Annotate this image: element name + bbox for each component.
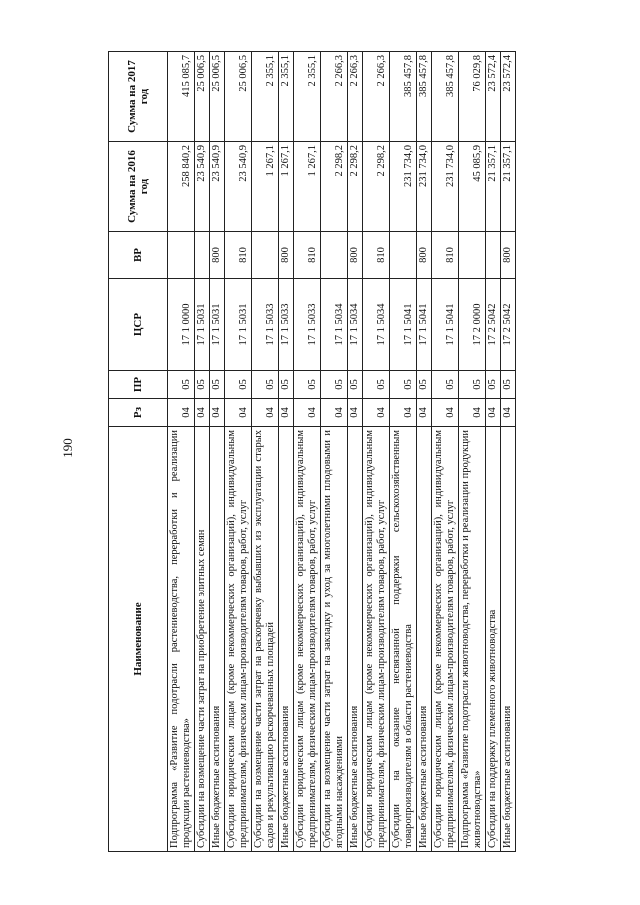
table-header-row [109,52,168,852]
cell-name: Иные бюджетные ассигнования [348,427,363,852]
cell-pr: 05 [363,371,390,399]
cell-pr: 05 [348,371,363,399]
cell-sum-2016: 1 267,1 [279,142,294,232]
cell-pr: 05 [486,371,501,399]
cell-sum-2017: 415 085,7 [168,52,195,142]
table-row [459,52,486,852]
cell-sum-2016: 2 298,2 [363,142,390,232]
table-row [486,52,501,852]
cell-csr: 17 1 0000 [168,279,195,371]
cell-vr [252,232,279,279]
cell-rz: 04 [252,399,279,427]
cell-rz: 04 [195,399,210,427]
cell-sum-2017: 25 006,5 [195,52,210,142]
cell-rz: 04 [210,399,225,427]
cell-csr: 17 1 5034 [348,279,363,371]
cell-csr: 17 1 5031 [195,279,210,371]
table-row [501,52,516,852]
cell-csr: 17 1 5034 [363,279,390,371]
cell-pr: 05 [195,371,210,399]
cell-csr: 17 2 0000 [459,279,486,371]
header-csr: ЦСР [109,279,168,371]
table-row [225,52,252,852]
cell-pr: 05 [321,371,348,399]
cell-rz: 04 [363,399,390,427]
cell-vr [390,232,417,279]
cell-sum-2016: 2 298,2 [348,142,363,232]
cell-csr: 17 1 5031 [225,279,252,371]
table-row [252,52,279,852]
cell-sum-2016: 258 840,2 [168,142,195,232]
table-row [294,52,321,852]
cell-sum-2017: 2 266,3 [363,52,390,142]
table-row [363,52,390,852]
cell-vr: 800 [501,232,516,279]
cell-sum-2016: 1 267,1 [252,142,279,232]
cell-vr: 800 [348,232,363,279]
cell-sum-2016: 23 540,9 [225,142,252,232]
cell-sum-2016: 45 085,9 [459,142,486,232]
table-row [390,52,417,852]
cell-csr: 17 1 5041 [432,279,459,371]
cell-csr: 17 1 5033 [252,279,279,371]
cell-name: Иные бюджетные ассигнования [210,427,225,852]
page-number: 190 [60,438,75,458]
cell-pr: 05 [210,371,225,399]
table-row [168,52,195,852]
cell-vr [459,232,486,279]
cell-sum-2016: 2 298,2 [321,142,348,232]
header-pr: ПР [109,371,168,399]
cell-csr: 17 1 5041 [390,279,417,371]
cell-rz: 04 [486,399,501,427]
header-sum-2016: Сумма на 2016 год [109,142,168,232]
cell-rz: 04 [168,399,195,427]
cell-pr: 05 [252,371,279,399]
header-rz: Рз [109,399,168,427]
table-row [195,52,210,852]
cell-vr [168,232,195,279]
cell-vr: 810 [225,232,252,279]
cell-rz: 04 [501,399,516,427]
cell-rz: 04 [225,399,252,427]
cell-vr [195,232,210,279]
cell-rz: 04 [321,399,348,427]
cell-csr: 17 2 5042 [486,279,501,371]
cell-sum-2017: 385 457,8 [390,52,417,142]
cell-pr: 05 [390,371,417,399]
cell-sum-2017: 2 355,1 [252,52,279,142]
cell-vr: 810 [432,232,459,279]
table-row [321,52,348,852]
cell-name: Субсидии на возмещение части затрат на приобретение элитных семян [195,427,210,852]
cell-name: Иные бюджетные ассигнования [417,427,432,852]
cell-pr: 05 [168,371,195,399]
header-vr: ВР [109,232,168,279]
cell-rz: 04 [390,399,417,427]
cell-rz: 04 [279,399,294,427]
table-row [279,52,294,852]
table-row [432,52,459,852]
cell-rz: 04 [294,399,321,427]
cell-pr: 05 [459,371,486,399]
cell-sum-2017: 25 006,5 [225,52,252,142]
cell-pr: 05 [417,371,432,399]
cell-vr: 800 [417,232,432,279]
cell-sum-2016: 231 734,0 [417,142,432,232]
cell-rz: 04 [417,399,432,427]
cell-name: Субсидии на оказание несвязанной поддержки сельскохозяйственным товаропроизводителям в области растениеводства [390,427,417,852]
cell-sum-2016: 231 734,0 [432,142,459,232]
cell-sum-2016: 23 540,9 [210,142,225,232]
cell-name: Субсидии на возмещение части затрат на раскорчевку выбывших из эксплуатации старых садов и рекультивацию раскорчеванных площадей [252,427,279,852]
cell-name: Подпрограмма «Развитие подотрасли растениеводства, переработки и реализации продукции растениеводства» [168,427,195,852]
cell-rz: 04 [459,399,486,427]
cell-name: Субсидии юридическим лицам (кроме некоммерческих организаций), индивидуальным предпринимателям, физическим лицам-производителям товаров, работ, услуг [432,427,459,852]
cell-sum-2016: 21 357,1 [486,142,501,232]
cell-vr: 810 [294,232,321,279]
cell-sum-2017: 25 006,5 [210,52,225,142]
table-row [348,52,363,852]
cell-pr: 05 [432,371,459,399]
cell-sum-2016: 21 357,1 [501,142,516,232]
cell-sum-2016: 23 540,9 [195,142,210,232]
cell-vr [486,232,501,279]
cell-rz: 04 [432,399,459,427]
cell-csr: 17 1 5041 [417,279,432,371]
cell-name: Подпрограмма «Развитие подотрасли животноводства, переработки и реализации продукции животноводства» [459,427,486,852]
cell-name: Субсидии на возмещение части затрат на закладку и уход за многолетними плодовыми и ягодными насаждениями [321,427,348,852]
cell-sum-2016: 231 734,0 [390,142,417,232]
cell-pr: 05 [294,371,321,399]
cell-rz: 04 [348,399,363,427]
cell-vr [321,232,348,279]
cell-sum-2017: 385 457,8 [417,52,432,142]
cell-sum-2017: 2 355,1 [279,52,294,142]
cell-sum-2017: 23 572,4 [501,52,516,142]
header-name: Наименование [109,427,168,852]
cell-name: Субсидии юридическим лицам (кроме некоммерческих организаций), индивидуальным предпринимателям, физическим лицам-производителям товаров, работ, услуг [294,427,321,852]
cell-sum-2017: 2 266,3 [348,52,363,142]
cell-name: Субсидии на поддержку племенного животноводства [486,427,501,852]
cell-vr: 800 [210,232,225,279]
header-sum-2017: Сумма на 2017 год [109,52,168,142]
cell-sum-2017: 385 457,8 [432,52,459,142]
table-row [210,52,225,852]
cell-name: Субсидии юридическим лицам (кроме некоммерческих организаций), индивидуальным предпринимателям, физическим лицам-производителям товаров, работ, услуг [363,427,390,852]
cell-pr: 05 [501,371,516,399]
cell-sum-2017: 23 572,4 [486,52,501,142]
budget-table [108,51,516,852]
cell-csr: 17 1 5033 [279,279,294,371]
cell-name: Иные бюджетные ассигнования [279,427,294,852]
cell-name: Иные бюджетные ассигнования [501,427,516,852]
cell-sum-2017: 2 266,3 [321,52,348,142]
cell-vr: 800 [279,232,294,279]
cell-vr: 810 [363,232,390,279]
cell-sum-2016: 1 267,1 [294,142,321,232]
cell-pr: 05 [225,371,252,399]
cell-csr: 17 2 5042 [501,279,516,371]
cell-csr: 17 1 5033 [294,279,321,371]
rotated-table-container [108,52,516,852]
cell-csr: 17 1 5031 [210,279,225,371]
cell-csr: 17 1 5034 [321,279,348,371]
cell-name: Субсидии юридическим лицам (кроме некоммерческих организаций), индивидуальным предпринимателям, физическим лицам-производителям товаров, работ, услуг [225,427,252,852]
cell-sum-2017: 2 355,1 [294,52,321,142]
cell-pr: 05 [279,371,294,399]
cell-sum-2017: 76 029,8 [459,52,486,142]
table-row [417,52,432,852]
